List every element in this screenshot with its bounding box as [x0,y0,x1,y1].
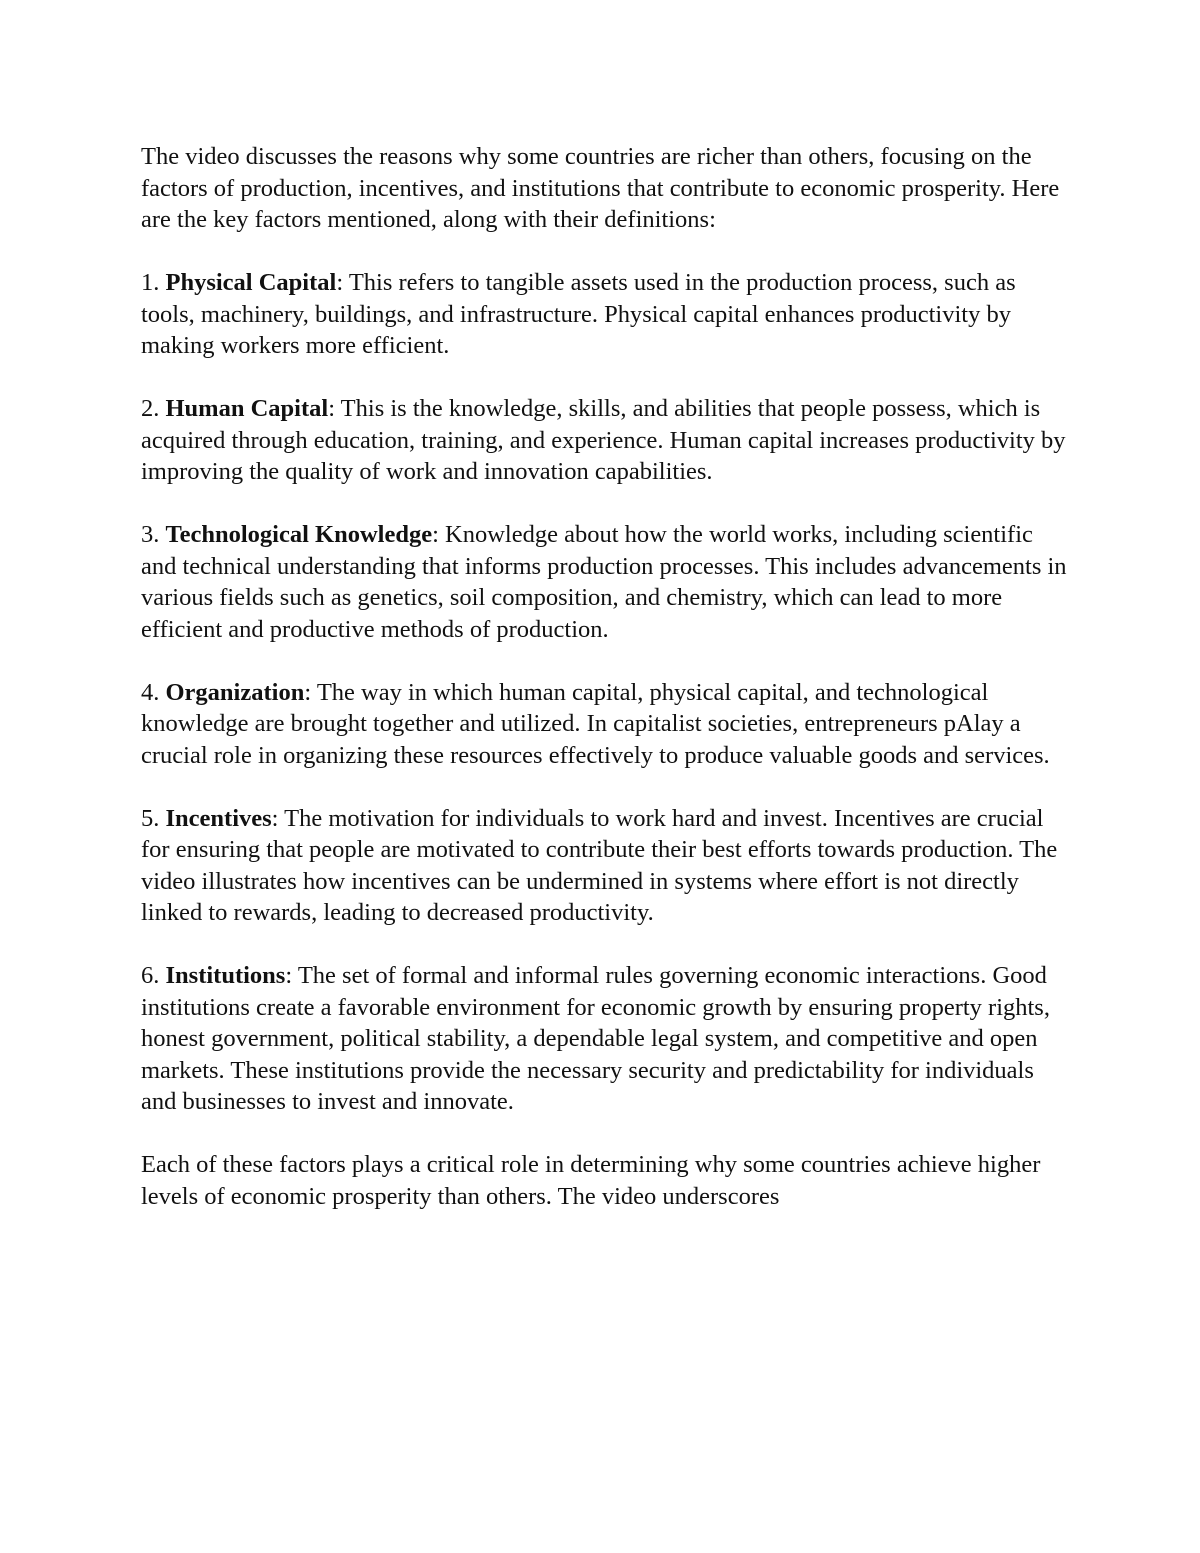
item-number: 1. [141,269,160,296]
list-item [141,519,1071,645]
intro-paragraph: The video discusses the reasons why some countries are richer than others, focusing on the factors of production, incentives, and institutions that contribute to economic prosperity. Here are the key factors mentioned, along with their definitions: [141,143,1060,233]
item-text: : Knowledge about how the world works, including scientific and technical understanding that informs production processes. This includes advancements in various fields such as genetics, soil composition, and chemistry, which can lead to more efficient and productive methods of production. [141,521,1067,643]
item-number: 3. [141,521,160,548]
list-item [141,803,1071,929]
item-text: : The way in which human capital, physical capital, and technological knowledge are brought together and utilized. In capitalist societies, entrepreneurs pAlay a crucial role in organizing these resources effectively to produce valuable goods and services. [141,678,1050,769]
document-page [141,141,1071,1244]
item-term: Physical Capital [165,269,337,296]
list-item [141,393,1071,488]
item-text: : The set of formal and informal rules governing economic interactions. Good institutions create a favorable environment for economic growth by ensuring property rights, honest government, political stability, a dependable legal system, and competitive and open markets. These institutions provide the necessary security and predictability for individuals and businesses to invest and innovate. [141,962,1050,1115]
list-item [141,960,1071,1118]
list-item [141,677,1071,772]
item-term: Organization [165,678,305,706]
item-number: 4. [141,678,160,706]
conclusion-paragraph: Each of these factors plays a critical role in determining why some countries achieve higher levels of economic prosperity than others. The video underscores [141,1151,1041,1210]
item-term: Institutions [165,962,286,989]
item-text: : This refers to tangible assets used in the production process, such as tools, machinery, buildings, and infrastructure. Physical capital enhances productivity by making workers more efficient. [141,269,1016,359]
item-text: : The motivation for individuals to work hard and invest. Incentives are crucial for ensuring that people are motivated to contribute their best efforts towards production. The video illustrates how incentives can be undermined in systems where effort is not directly linked to rewards, leading to decreased productivity. [141,804,1058,926]
item-term: Incentives [165,804,272,832]
item-term: Technological Knowledge [165,521,433,548]
item-term: Human Capital [165,395,329,422]
item-text: : This is the knowledge, skills, and abilities that people possess, which is acquired through education, training, and experience. Human capital increases productivity by improving the quality of work and innovation capabilities. [141,395,1066,485]
item-number: 2. [141,395,160,422]
item-number: 6. [141,962,160,989]
item-number: 5. [141,804,160,832]
list-item [141,267,1071,362]
